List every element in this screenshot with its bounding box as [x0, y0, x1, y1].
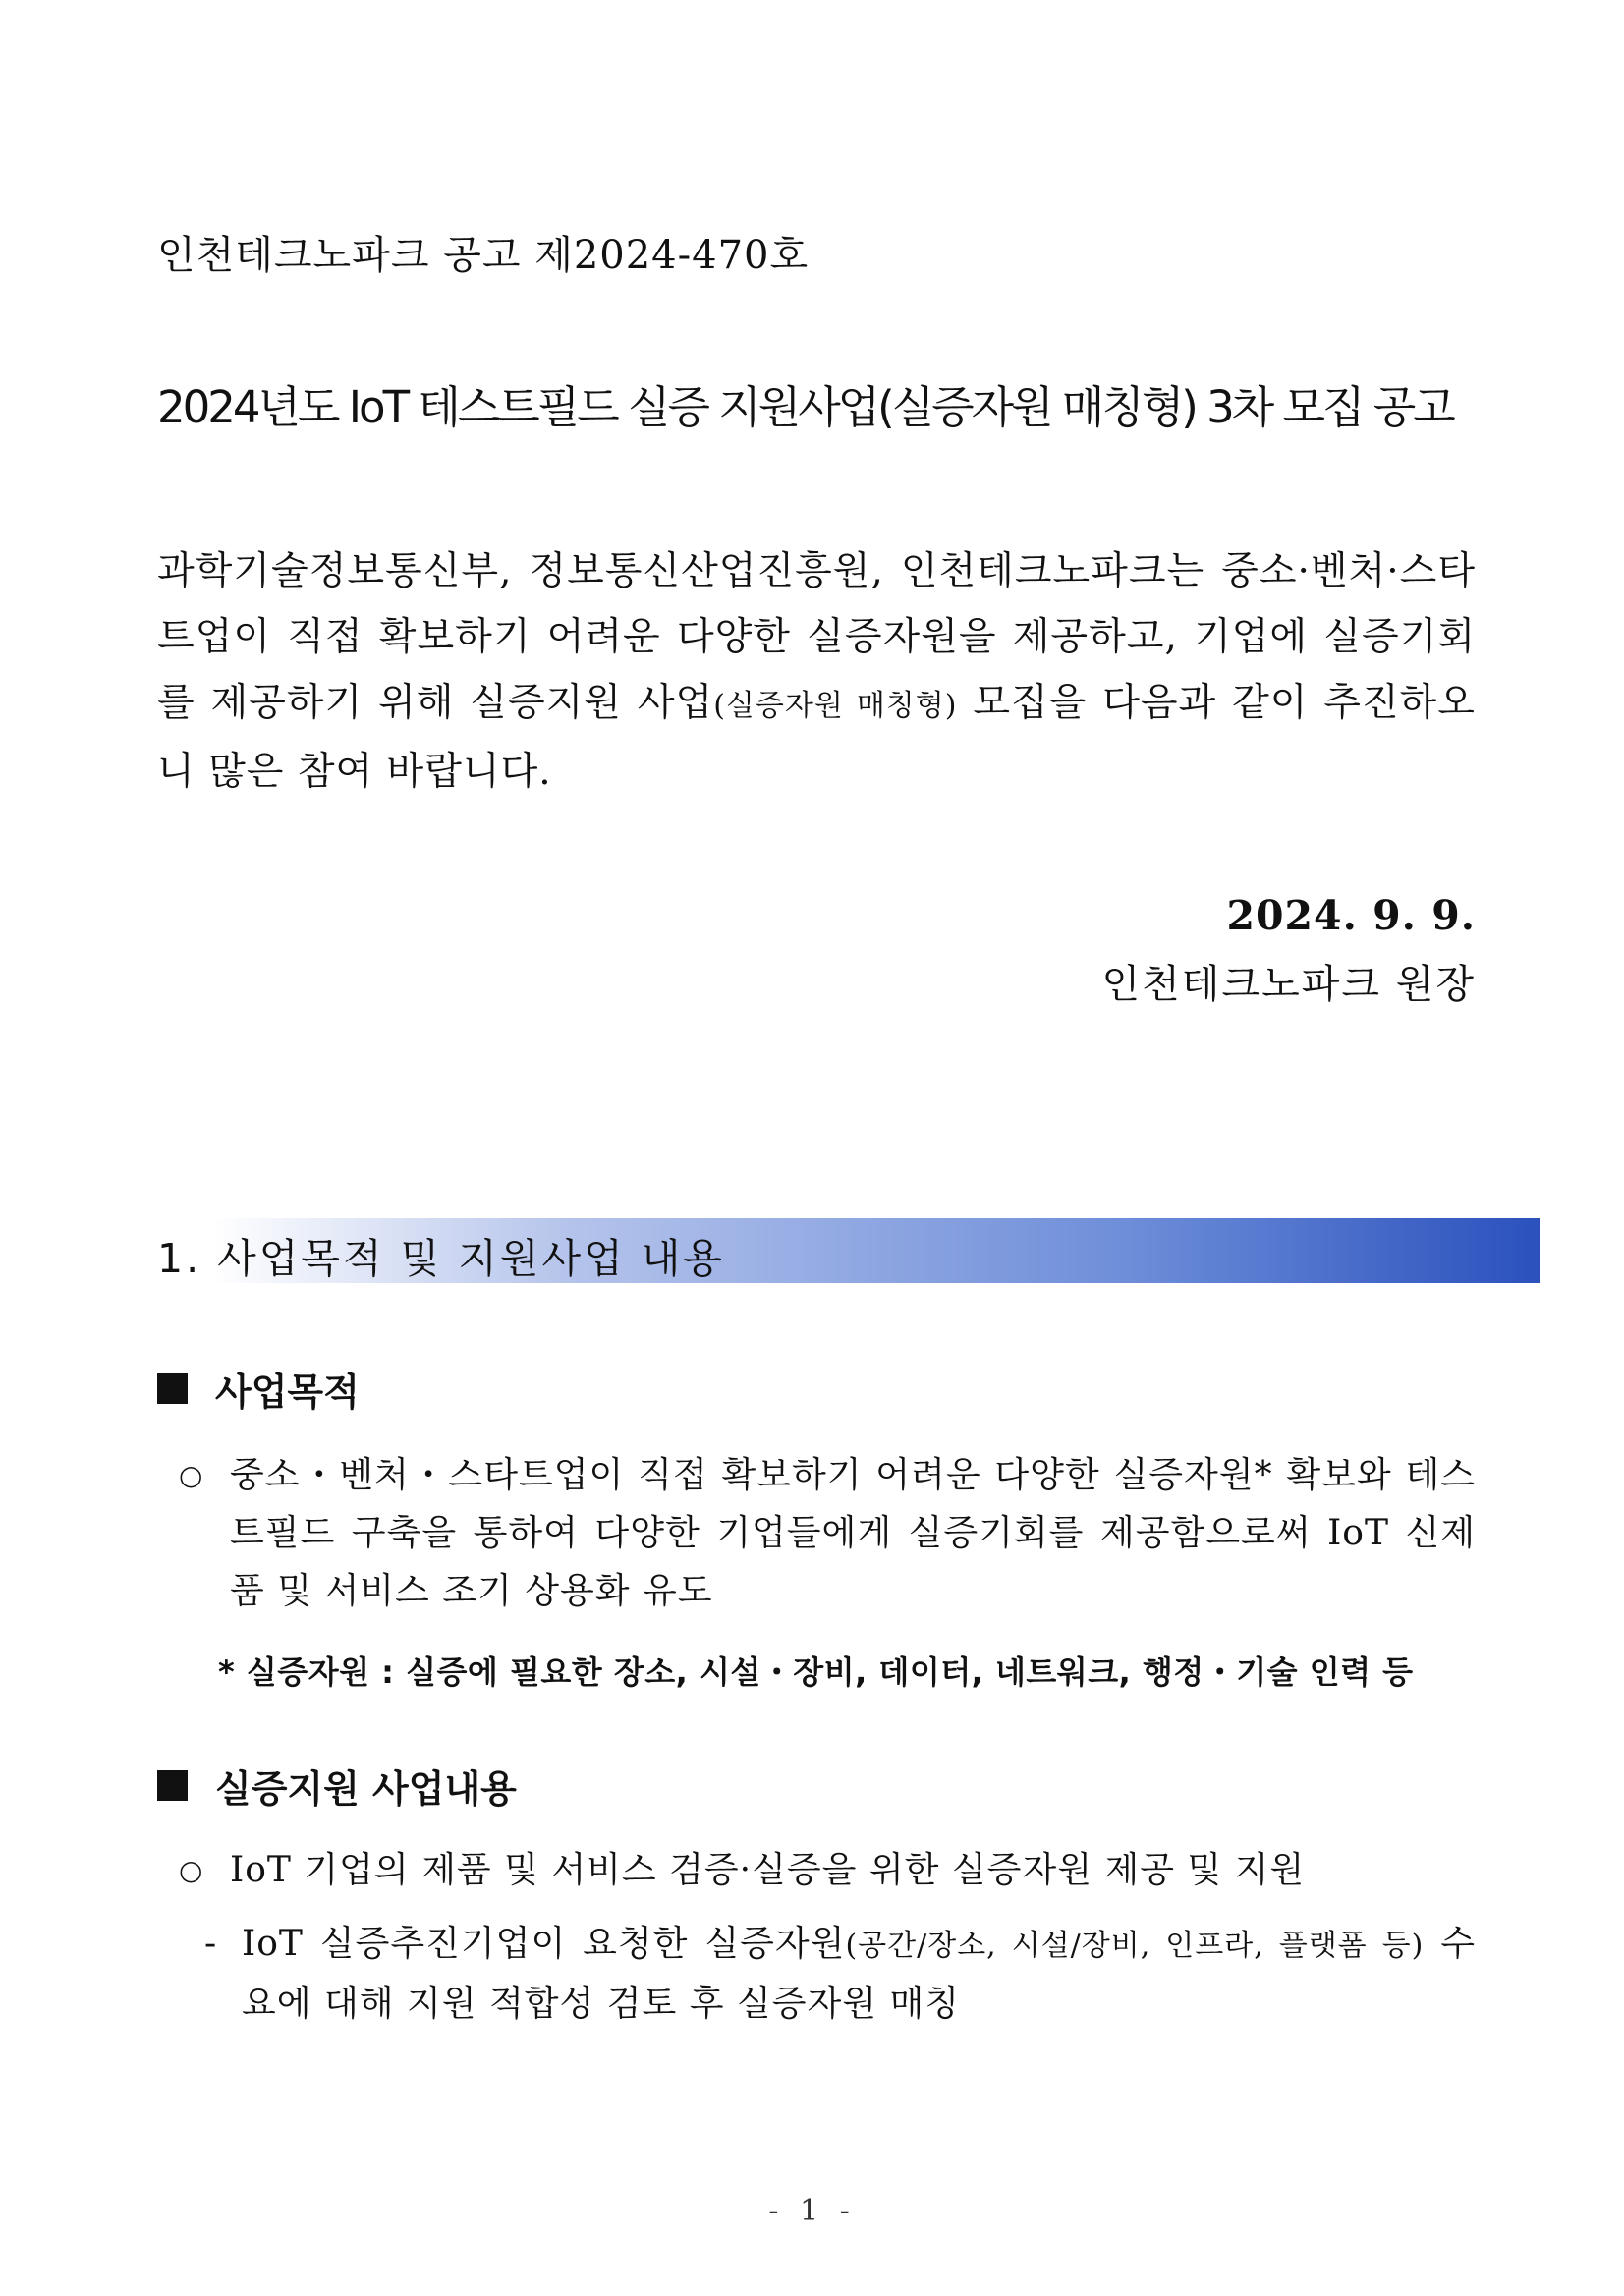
dash-text-small: (공간/장소, 시설/장비, 인프라, 플랫폼 등)	[845, 1929, 1425, 1963]
dash-text-part1: IoT 실증추진기업이 요청한 실증자원	[242, 1924, 846, 1964]
circle-bullet-icon: ○	[179, 1459, 203, 1491]
purpose-bullet	[179, 1446, 1476, 1620]
square-bullet-icon	[157, 1770, 188, 1801]
content-heading	[157, 1759, 517, 1813]
issuer-name: 인천테크노파크 원장	[1101, 962, 1476, 1007]
purpose-heading	[157, 1362, 360, 1416]
section-title: 1. 사업목적 및 지원사업 내용	[157, 1235, 725, 1282]
purpose-bullet-text: 중소・벤처・스타트업이 직접 확보하기 어려운 다양한 실증자원* 확보와 테스트필드 구축을 통하여 다양한 기업들에게 실증기회를 제공함으로써 IoT 신제품 및 서비스 조기 상용화 유도	[230, 1455, 1476, 1611]
square-bullet-icon	[157, 1373, 188, 1404]
notice-number: 인천테크노파크 공고 제2024-470호	[157, 233, 810, 278]
purpose-heading-text: 사업목적	[215, 1371, 360, 1414]
circle-bullet-icon: ○	[179, 1854, 203, 1886]
intro-paragraph	[157, 538, 1476, 805]
content-bullet-text: IoT 기업의 제품 및 서비스 검증·실증을 위한 실증자원 제공 및 지원	[230, 1850, 1306, 1890]
intro-text-part1: 과학기술정보통신부, 정보통신산업진흥원, 인천테크노파크는 중소·벤처·스타트업이 직접 확보하기 어려운 다양한 실증자원을 제공하고, 기업에 실증기회를 제공하기 위해 실증지원 사업	[157, 549, 1476, 725]
content-heading-text: 실증지원 사업내용	[215, 1767, 517, 1811]
announcement-date: 2024. 9. 9.	[1226, 892, 1476, 939]
document-title: 2024년도 IoT 테스트필드 실증 지원사업(실증자원 매칭형) 3차 모집 공고	[157, 381, 1453, 433]
dash-text-part2: 수요에 대해 지원 적합성 검토 후 실증자원 매칭	[242, 1924, 1476, 2024]
content-dash-text	[242, 1915, 1476, 2033]
dash-bullet: -	[204, 1924, 217, 1964]
intro-text-small: (실증자원 매칭형)	[713, 689, 958, 723]
content-bullet	[179, 1841, 1476, 1899]
content-dash-item	[204, 1915, 1476, 2033]
page-number: - 1 -	[768, 2194, 856, 2228]
intro-text-part3: 모집을 다음과 같이 추진하오니 많은 참여 바랍니다.	[157, 681, 1476, 794]
footnote: * 실증자원 : 실증에 필요한 장소, 시설・장비, 데이터, 네트워크, 행정・기술 인력 등	[218, 1653, 1414, 1691]
